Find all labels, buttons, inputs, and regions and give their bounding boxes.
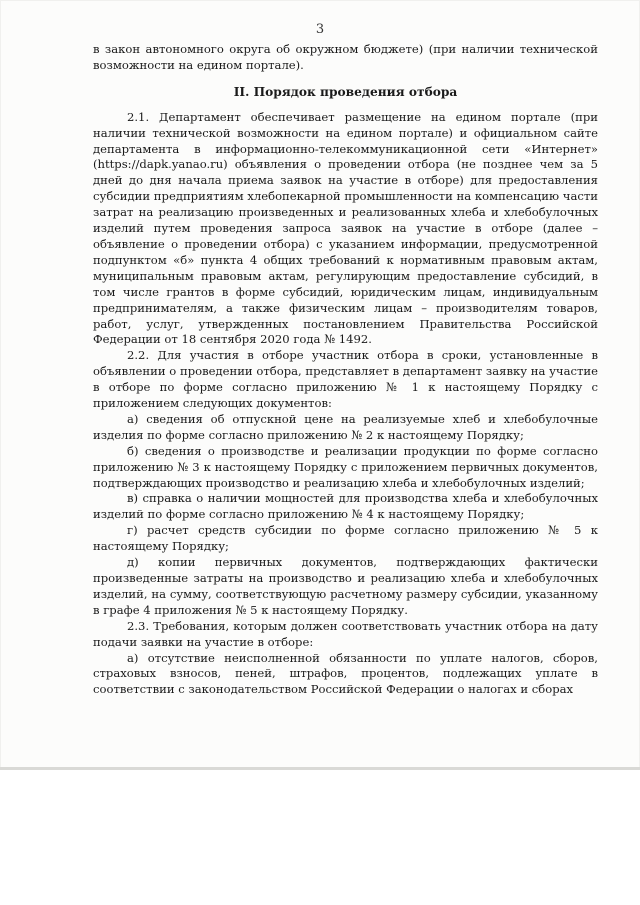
paragraph-2-2: 2.2. Для участия в отборе участник отбора в сроки, установленные в объявлении о проведении отбора, представляет в департамент заявку на участие в отборе по форме согласно приложению № 1 к настоящему Порядку с приложением следующих документов: <box>93 348 598 411</box>
page-number: 3 <box>315 22 325 37</box>
continuation-paragraph: в закон автономного округа об окружном бюджете) (при наличии технической возможности на едином портале). <box>93 42 598 72</box>
section-title: II. Порядок проведения отбора <box>233 84 458 99</box>
paragraph-2-2-v: в) справка о наличии мощностей для производства хлеба и хлебобулочных изделий по форме согласно приложению № 4 к настоящему Порядку; <box>93 491 598 522</box>
scan-bottom-edge <box>0 767 640 770</box>
paragraph-2-2-a: а) сведения об отпускной цене на реализуемые хлеб и хлебобулочные изделия по форме согласно приложению № 2 к настоящему Порядку; <box>93 411 598 442</box>
paragraph-2-3-a: а) отсутствие неисполненной обязанности по уплате налогов, сборов, страховых взносов, пеней, штрафов, процентов, подлежащих уплате в соответствии с законодательством Российской Федерации о налогах и сборах <box>93 650 598 697</box>
paragraph-2-2-b: б) сведения о производстве и реализации продукции по форме согласно приложению № 3 к настоящему Порядку с приложением первичных документов, подтверждающих производство и реализацию хлеба и хлебобулочных изделий; <box>93 443 598 490</box>
paragraph-2-1: 2.1. Департамент обеспечивает размещение на едином портале (при наличии технической возможности на едином портале) и официальном сайте департамента в информационно-телекоммуникационной сети «Интернет» (https://dapk.yanao.ru) объявления о проведении отбора (не позднее чем за 5 дней до дня начала приема заявок на участие в отборе) для предоставления субсидии предприятиям хлебопекарной промышленности на компенсацию части затрат на реализацию произведенных и реализованных хлеба и хлебобулочных изделий путем проведения запроса заявок на участие в отборе (далее – объявление о проведении отбора) с указанием информации, предусмотренной подпунктом «б» пункта 4 общих требований к нормативным правовым актам, муниципальным правовым актам, регулирующим предоставление субсидий, в том числе грантов в форме субсидий, юридическим лицам, индивидуальным предпринимателям, а также физическим лицам – производителям товаров, работ, услуг, утвержденных постановлением Правительства Российской Федерации от 18 сентября 2020 года № 1492. <box>93 109 598 347</box>
paragraph-2-2-g: г) расчет средств субсидии по форме согласно приложению № 5 к настоящему Порядку; <box>93 523 598 554</box>
document-body <box>93 42 598 698</box>
paragraph-2-3: 2.3. Требования, которым должен соответствовать участник отбора на дату подачи заявки на участие в отборе: <box>93 618 598 649</box>
paragraph-2-2-d: д) копии первичных документов, подтверждающих фактически произведенные затраты на производство и реализацию хлеба и хлебобулочных изделий, на сумму, соответствующую расчетному размеру субсидии, указанному в графе 4 приложения № 5 к настоящему Порядку. <box>93 555 598 617</box>
